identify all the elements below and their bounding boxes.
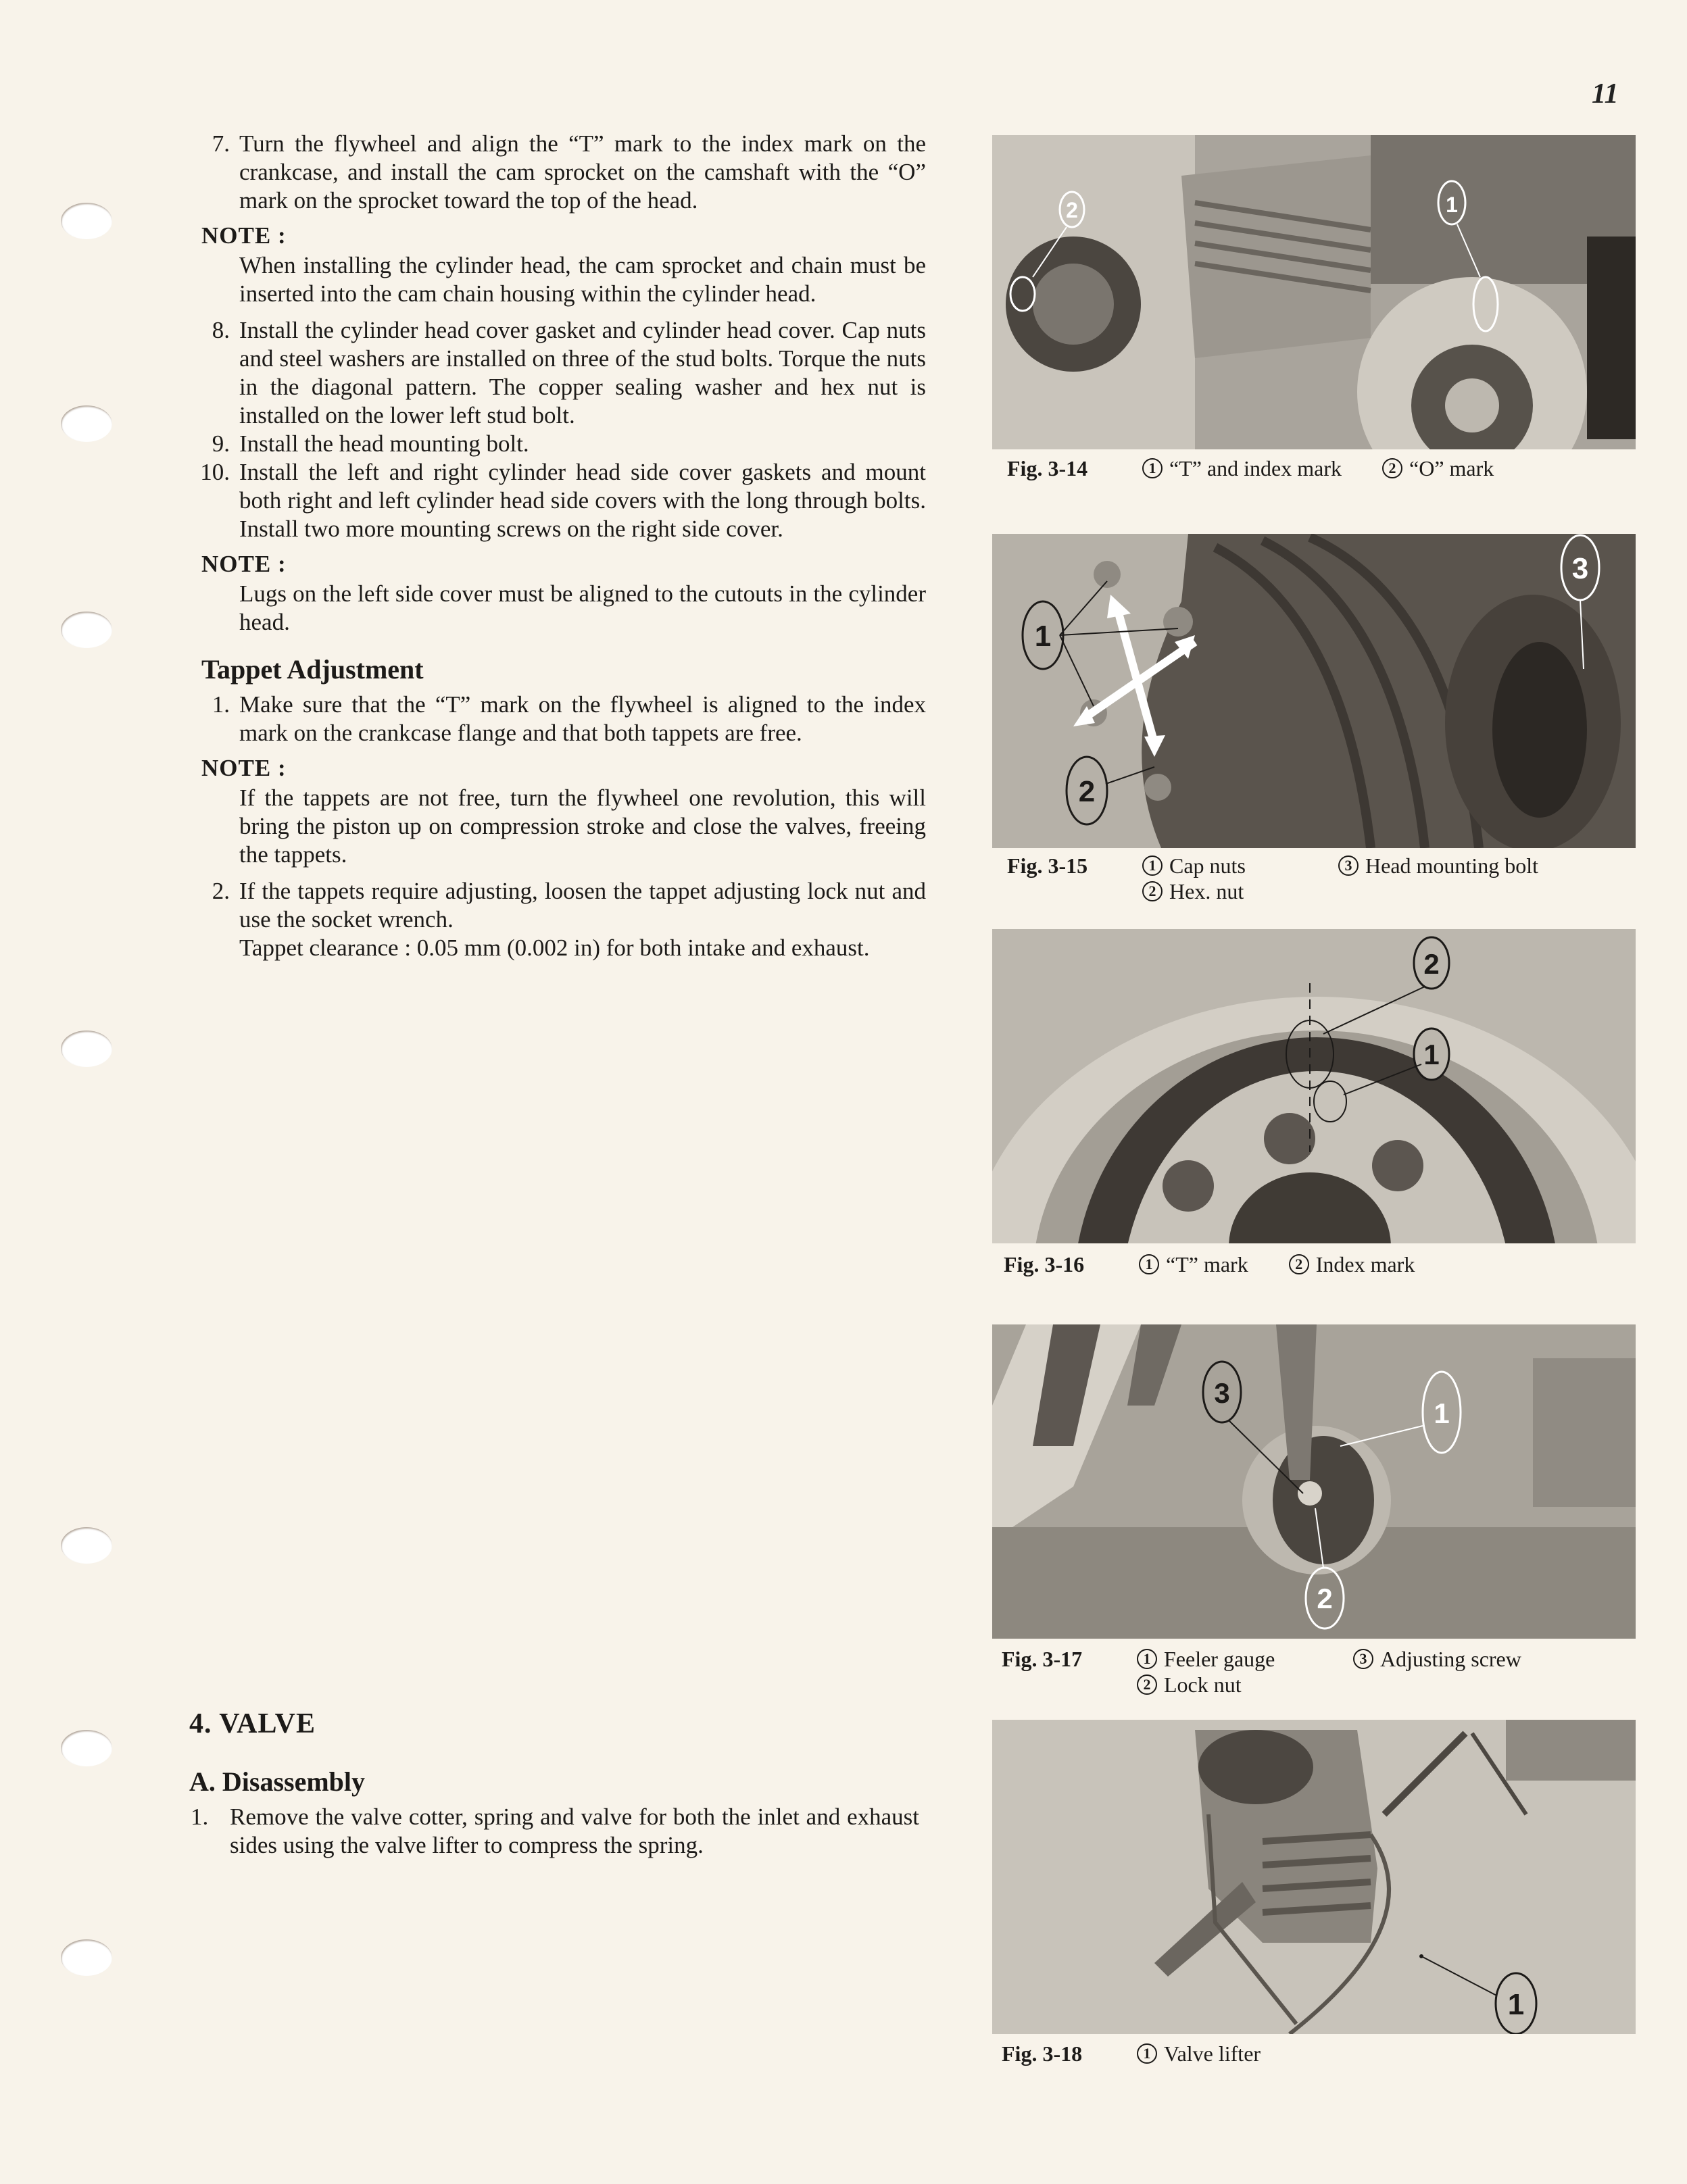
binder-hole: [61, 1730, 112, 1766]
svg-text:1: 1: [1446, 193, 1458, 217]
circled-number: 3: [1353, 1649, 1373, 1669]
figure-3-18-caption: [1002, 2041, 1630, 2066]
label-text: Hex. nut: [1169, 879, 1244, 903]
figure-3-14-photo: [992, 135, 1636, 449]
circled-number: 2: [1142, 881, 1163, 901]
figure-3-18-photo: [992, 1720, 1636, 2034]
tappet-step-2: [196, 877, 926, 962]
note-heading: NOTE :: [201, 551, 287, 577]
binder-hole: [61, 612, 112, 648]
step-number: 9.: [212, 430, 230, 457]
figure-3-16-caption: [1004, 1251, 1632, 1277]
instructions-column: [196, 130, 926, 962]
circled-number: 1: [1142, 855, 1163, 876]
svg-text:1: 1: [1423, 1039, 1440, 1070]
svg-text:1: 1: [1034, 620, 1052, 653]
step-text: Turn the flywheel and align the “T” mark to the index mark on the crankcase, and install the cam sprocket on the camshaft with the “O” mark on the sprocket toward the top of the head.: [239, 130, 926, 214]
figure-id: Fig. 3-15: [1007, 853, 1088, 878]
svg-text:1: 1: [1434, 1397, 1450, 1429]
caption-label: [1139, 1251, 1248, 1277]
svg-text:1: 1: [1507, 1988, 1525, 2021]
caption-label: [1137, 1646, 1313, 1672]
step-text: [239, 877, 926, 962]
step-number: 2.: [212, 878, 230, 904]
figure-3-14-caption: [1007, 455, 1636, 481]
label-text: Lock nut: [1164, 1672, 1242, 1697]
figure-id: Fig. 3-18: [1002, 2041, 1083, 2066]
binder-hole: [61, 405, 112, 442]
figure-id: Fig. 3-17: [1002, 1647, 1083, 1671]
step-10: [196, 458, 926, 543]
caption-label: [1289, 1251, 1415, 1277]
circled-number: 2: [1137, 1674, 1157, 1695]
figure-3-17-photo: [992, 1324, 1636, 1639]
note-heading: NOTE :: [201, 755, 287, 781]
step-number: 1.: [191, 1804, 209, 1830]
label-text: Feeler gauge: [1164, 1647, 1275, 1671]
caption-label: [1382, 455, 1494, 481]
label-text: Valve lifter: [1164, 2041, 1261, 2066]
page-number: 11: [1592, 78, 1619, 109]
label-text: “T” mark: [1166, 1252, 1248, 1276]
circled-number: 2: [1289, 1254, 1309, 1274]
tappet-step-1: [196, 691, 926, 747]
valve-section: [189, 1710, 919, 1860]
circled-number: 2: [1382, 458, 1402, 478]
caption-label: [1137, 2041, 1261, 2066]
label-text: Adjusting screw: [1380, 1647, 1521, 1671]
label-text: “O” mark: [1409, 456, 1494, 480]
subsection-heading-disassembly: A. Disassembly: [189, 1766, 366, 1797]
circled-number: 1: [1137, 1649, 1157, 1669]
note-body: When installing the cylinder head, the cam sprocket and chain must be inserted into the cam chain housing within the cylinder head.: [239, 252, 926, 307]
tappet-adjustment-heading: Tappet Adjustment: [201, 654, 424, 685]
note-heading: NOTE :: [201, 222, 287, 249]
caption-label: [1142, 878, 1244, 904]
svg-text:3: 3: [1571, 552, 1589, 585]
label-text: Head mounting bolt: [1365, 853, 1538, 878]
svg-text:2: 2: [1317, 1583, 1333, 1614]
note-body: If the tappets are not free, turn the flywheel one revolution, this will bring the piston up on compression stroke and close the valves, freeing the tappets.: [239, 785, 926, 868]
label-text: “T” and index mark: [1169, 456, 1342, 480]
circled-number: 3: [1338, 855, 1359, 876]
figure-3-16-photo: [992, 929, 1636, 1243]
circled-number: 1: [1137, 2043, 1157, 2064]
step-number: 8.: [212, 317, 230, 343]
step-number: 7.: [212, 130, 230, 157]
step-text: Install the head mounting bolt.: [239, 430, 529, 457]
step-number: 10.: [200, 459, 230, 485]
circled-number: 1: [1142, 458, 1163, 478]
caption-label: [1353, 1646, 1521, 1672]
label-text: Index mark: [1315, 1252, 1415, 1276]
figure-3-15-caption: [1007, 853, 1636, 904]
caption-label: [1137, 1672, 1242, 1697]
tappet-clearance-spec: Tappet clearance : 0.05 mm (0.002 in) for both intake and exhaust.: [239, 935, 870, 961]
note-body: Lugs on the left side cover must be aligned to the cutouts in the cylinder head.: [239, 580, 926, 635]
caption-label: [1142, 853, 1298, 878]
label-text: Cap nuts: [1169, 853, 1246, 878]
step-text: Remove the valve cotter, spring and valve for both the inlet and exhaust sides using the valve lifter to compress the spring.: [230, 1804, 919, 1858]
binder-hole: [61, 203, 112, 239]
figure-3-17-caption: [1002, 1646, 1630, 1697]
step-text: Make sure that the “T” mark on the flywheel is aligned to the index mark on the crankcase flange and that both tappets are free.: [239, 691, 926, 746]
svg-text:2: 2: [1423, 948, 1440, 980]
valve-step-1: [189, 1803, 919, 1860]
step-9: [196, 430, 926, 458]
caption-label: [1142, 455, 1342, 481]
step-text-main: If the tappets require adjusting, loosen the tappet adjusting lock nut and use the socket wrench.: [239, 878, 926, 933]
step-7: [196, 130, 926, 215]
binder-hole: [61, 1939, 112, 1976]
step-8: [196, 316, 926, 430]
step-text: Install the left and right cylinder head side cover gaskets and mount both right and left cylinder head side covers with the long through bolts. Install two more mounting screws on the right side cover.: [239, 459, 926, 542]
step-text: Install the cylinder head cover gasket and cylinder head cover. Cap nuts and steel washers are installed on three of the stud bolts. Torque the nuts in the diagonal pattern. The copper sealing washer and hex nut is installed on the lower left stud bolt.: [239, 317, 926, 428]
figure-id: Fig. 3-16: [1004, 1252, 1085, 1276]
figure-3-15-photo: [992, 534, 1636, 848]
binder-hole: [61, 1031, 112, 1067]
svg-text:3: 3: [1214, 1377, 1230, 1409]
svg-text:2: 2: [1078, 775, 1096, 808]
section-heading-valve: 4. VALVE: [189, 1708, 316, 1739]
circled-number: 1: [1139, 1254, 1159, 1274]
binder-hole: [61, 1527, 112, 1564]
caption-label: [1338, 853, 1538, 878]
step-number: 1.: [212, 691, 230, 718]
figure-id: Fig. 3-14: [1007, 456, 1088, 480]
svg-text:2: 2: [1066, 198, 1078, 222]
